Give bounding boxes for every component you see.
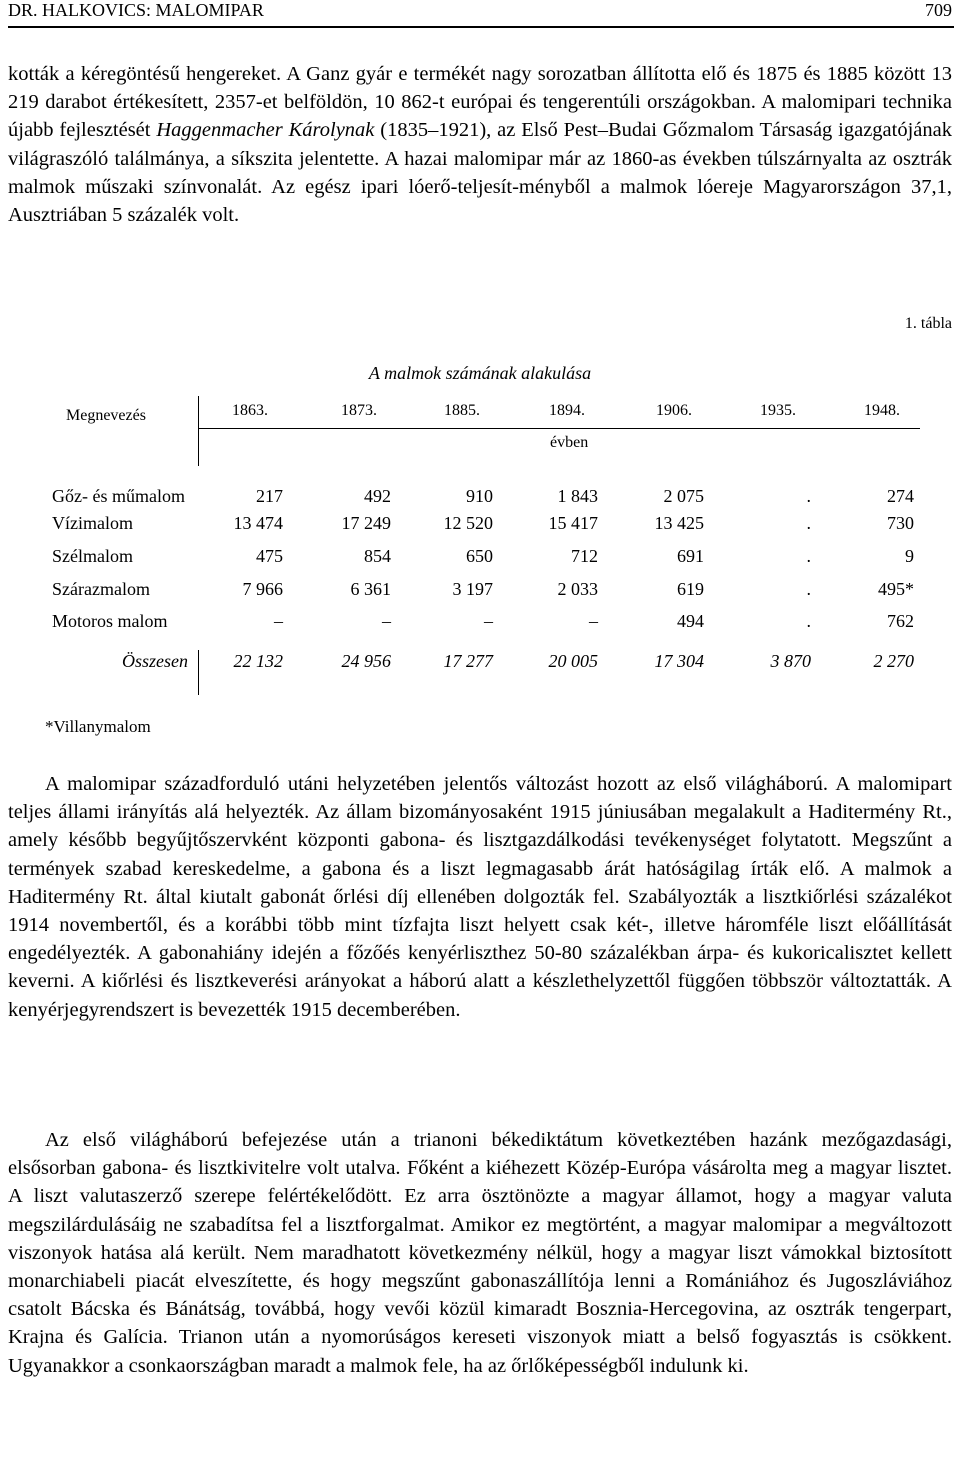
table-cell: 9	[905, 546, 914, 566]
table-cell: 619	[677, 579, 704, 599]
header-divider	[198, 428, 920, 429]
table-cell: –	[589, 611, 598, 631]
table-cell: 7 966	[242, 579, 283, 599]
table-cell: 6 361	[350, 579, 391, 599]
table-cell: 217	[256, 486, 283, 506]
table-cell: 475	[256, 546, 283, 566]
table-cell: 712	[571, 546, 598, 566]
table-cell: .	[806, 546, 811, 566]
table-cell: .	[806, 611, 811, 631]
row-name: Gőz- és műmalom	[52, 486, 185, 506]
table-cell: 13 474	[233, 513, 283, 533]
total-cell: 3 870	[770, 651, 811, 671]
year-header: 1906.	[656, 402, 692, 419]
table-header-label: Megnevezés	[66, 407, 146, 424]
page-header	[8, 0, 954, 28]
paragraph-2: A malomipar századforduló utáni helyzetében jelentős változást hozott az első világháború. A malomipart teljes állami irányítás alá helyezték. Az állam bizományosaként 1915 júniusában megalakult a Haditermény Rt., amely később begyűjtőszervként központi gabona- és lisztgazdálkodási tevékenységet folytatott. Megszűnt a termények szabad kereskedelme, a gabona és a liszt legmagasabb árát hatóságilag írták elő. A malmok a Haditermény Rt. által kiutalt gabonát őrlési díj ellenében dolgozták fel. Szabályozták a lisztkiőrlési százalékot 1914 novembertől, és a korábbi több mint tízfajta liszt helyett csak két-, illetve háromféle liszt előállítását engedélyezték. A gabonahiány idején a főzőés kenyérliszthez 50-80 százalékban árpa- és kukoricalisztet kellett keverni. A kiőrlési és lisztkeverési arányokat a háború alatt a készlethelyzettől függően többször változtatták. A kenyérjegyrendszert is bevezették 1915 decemberében.	[8, 773, 952, 1021]
table-cell: 1 843	[557, 486, 598, 506]
year-header: 1863.	[232, 402, 268, 419]
table-cell: 17 249	[341, 513, 391, 533]
row-name: Szárazmalom	[52, 579, 150, 599]
paragraph-1-part2: (1835–1921), az Első Pest–Budai Gőzmalom Társaság igazgatójának világraszóló találmánya, a síkszita jelentette. A hazai malomipar már az 1860-as években túlszárnyalta az osztrák malmok műszaki színvonalát. Az egész ipari lóerő-teljesít-ményből a malmok lóereje Magyarországon 37,1, Ausztriában 5 százalék volt.	[8, 119, 952, 227]
year-header: 1948.	[864, 402, 900, 419]
table-cell: –	[484, 611, 493, 631]
table-footnote: *Villanymalom	[45, 717, 151, 736]
paragraph-3: Az első világháború befejezése után a trianoni békediktátum következtében hazánk mezőgazdasági, elsősorban gabona- és lisztkivitelre volt utalva. Főként a kiéhezett Közép-Európa vásárolta meg a magyar lisztet. A liszt valutaszerző szerepe felértékelődött. Ez arra ösztönözte a magyar államot, hogy a magyar valuta megszilárdulásáig ne szabadítsa fel a lisztforgalmat. Amikor ez megtörtént, a magyar malomipar a megváltozott viszonyok hatása alá került. Nem maradhatott következmény nélkül, hogy a magyar liszt vámokkal biztosított monarchiabeli piacát elveszítette, és hogy megszűnt gabonaszállítója lenni a Romániához és Jugoszláviához csatolt Bácska és Bánátság, továbbá, hogy vevői közül kimaradt Bosznia-Hercegovina, az osztrák tengerpart, Krajna és Galícia. Trianon után a nyomorúságos kereseti viszonyok miatt a belső fogyasztás is csökkent. Ugyanakkor a csonkaországban maradt a malmok fele, ha az őrlőképességből indulunk ki.	[8, 1129, 952, 1377]
table-cell: 762	[887, 611, 914, 631]
table-cell: 2 075	[663, 486, 704, 506]
total-cell: 20 005	[548, 651, 598, 671]
total-cell: 22 132	[233, 651, 283, 671]
row-name: Motoros malom	[52, 611, 168, 631]
total-cell: 17 304	[654, 651, 704, 671]
table-cell: 492	[364, 486, 391, 506]
year-header: 1935.	[760, 402, 796, 419]
total-label: Összesen	[122, 651, 188, 671]
table-cell: 12 520	[443, 513, 493, 533]
table-cell: 691	[677, 546, 704, 566]
total-cell: 24 956	[341, 651, 391, 671]
table-cell: 3 197	[452, 579, 493, 599]
table-cell: .	[806, 486, 811, 506]
table-cell: 2 033	[557, 579, 598, 599]
table-cell: 15 417	[548, 513, 598, 533]
table-cell: –	[274, 611, 283, 631]
table-cell: 730	[887, 513, 914, 533]
paragraph-1-part1: kották a kéregöntésű hengereket. A Ganz gyár e termékét nagy sorozatban állította elő és 1875 és 1885 között 13 219 darabot értékesített, 2357-et belföldön, 10 862-t európai és tengerentúli országokban. A malomipari technika újabb fejlesztését	[8, 63, 952, 142]
table-cell: .	[806, 579, 811, 599]
table-cell: 13 425	[654, 513, 704, 533]
year-header: 1894.	[549, 402, 585, 419]
header-separator	[198, 396, 199, 466]
row-name: Szélmalom	[52, 546, 133, 566]
table-cell: 910	[466, 486, 493, 506]
table-cell: 650	[466, 546, 493, 566]
row-name: Vízimalom	[52, 513, 133, 533]
paragraph-1	[8, 60, 952, 229]
table-cell: 495*	[878, 579, 914, 599]
page-number: 709	[925, 0, 952, 20]
table-cell: –	[382, 611, 391, 631]
running-title: DR. HALKOVICS: MALOMIPAR	[8, 0, 264, 20]
table-cell: 274	[887, 486, 914, 506]
table-cell: .	[806, 513, 811, 533]
year-header: 1885.	[444, 402, 480, 419]
paragraph-1-name: Haggenmacher Károlynak	[156, 119, 375, 142]
table-years-caption: évben	[550, 434, 589, 451]
table-cell: 854	[364, 546, 391, 566]
table-cell: 494	[677, 611, 704, 631]
year-header: 1873.	[341, 402, 377, 419]
table-label: 1. tábla	[904, 315, 952, 332]
table-title: A malmok számának alakulása	[368, 363, 592, 383]
total-cell: 2 270	[873, 651, 914, 671]
total-cell: 17 277	[443, 651, 493, 671]
